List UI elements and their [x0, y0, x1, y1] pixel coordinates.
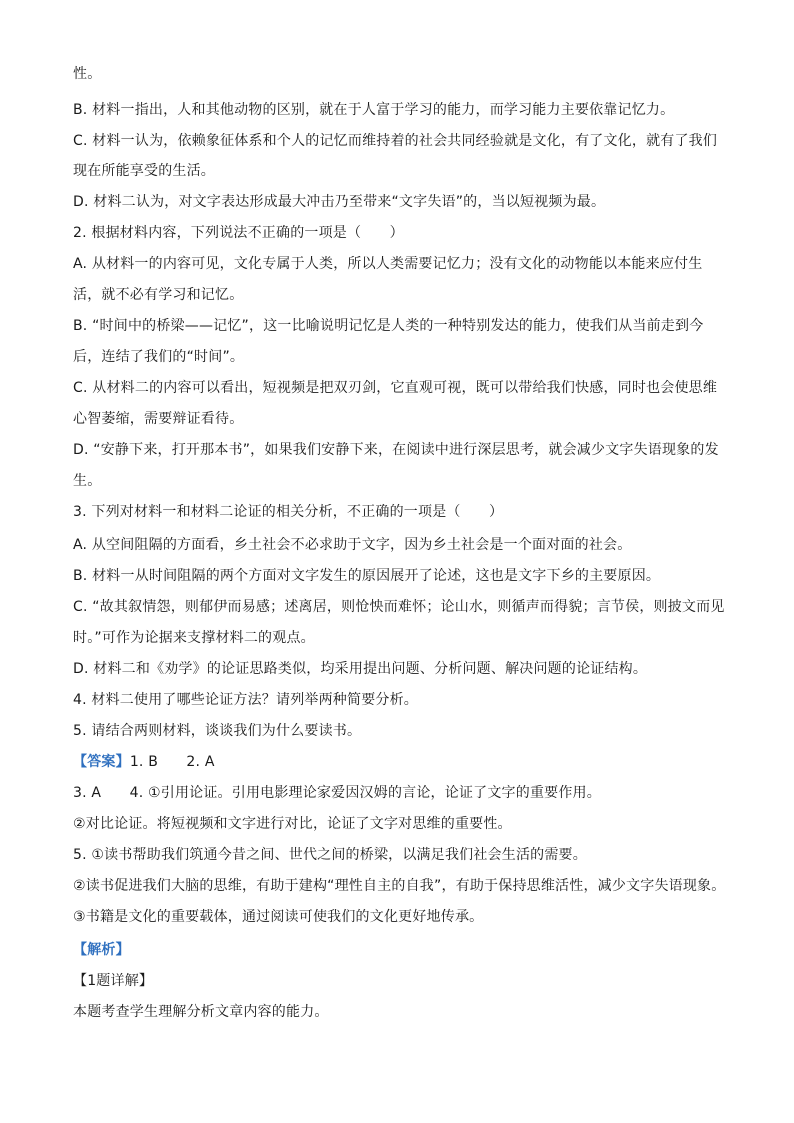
option-d-line: D. 材料二认为，对文字表达形成最大冲击乃至带来“文字失语”的，当以短视频为最。 — [73, 194, 606, 210]
option-c-line: C. 从材料二的内容可以看出，短视频是把双刃剑，它直观可视，既可以带给我们快感，同时也会使思维 — [73, 380, 718, 396]
text-line: 现在所能享受的生活。 — [73, 163, 215, 179]
option-c-line: C. “故其叙情怨，则郁伊而易感；述离居，则怆怏而难怀；论山水，则循声而得貌；言节侯，则披文而见 — [73, 599, 725, 615]
text-line: 后，连结了我们的“时间”。 — [73, 349, 245, 365]
answer-text: 1. B 2. A — [129, 754, 215, 770]
analysis-text: 本题考查学生理解分析文章内容的能力。 — [73, 1004, 329, 1020]
option-d-line: D. “安静下来，打开那本书”，如果我们安静下来，在阅读中进行深层思考，就会减少文字失语现象的发 — [73, 442, 719, 458]
option-a-line: A. 从空间阻隔的方面看，乡土社会不必求助于文字，因为乡土社会是一个面对面的社会。 — [73, 537, 632, 553]
option-c-line: C. 材料一认为，依赖象征体系和个人的记忆而维持着的社会共同经验就是文化，有了文化，就有了我们 — [73, 133, 718, 149]
text-line: 时。”可作为论据来支撑材料二的观点。 — [73, 630, 315, 646]
option-d-line: D. 材料二和《劝学》的论证思路类似，均采用提出问题、分析问题、解决问题的论证结构。 — [73, 661, 648, 677]
answer-line: 3. A 4. ①引用论证。引用电影理论家爱因汉姆的言论，论证了文字的重要作用。 — [73, 785, 601, 801]
answer-line: ②对比论证。将短视频和文字进行对比，论证了文字对思维的重要性。 — [73, 816, 512, 832]
answer-label: 【答案】 — [73, 754, 130, 770]
question-2: 2. 根据材料内容，下列说法不正确的一项是（ ） — [73, 225, 404, 241]
answer-line: 5. ①读书帮助我们筑通今昔之间、世代之间的桥梁，以满足我们社会生活的需要。 — [73, 847, 587, 863]
option-a-line: A. 从材料一的内容可见，文化专属于人类，所以人类需要记忆力；没有文化的动物能以本能来应付生 — [73, 256, 703, 272]
question-5: 5. 请结合两则材料，谈谈我们为什么要读书。 — [73, 723, 362, 739]
answer-line: ②读书促进我们大脑的思维，有助于建构“理性自主的自我”，有助于保持思维活性，减少文字失语现象。 — [73, 878, 726, 894]
option-b-line: B. 材料一指出，人和其他动物的区别，就在于人富于学习的能力，而学习能力主要依靠记忆力。 — [73, 102, 675, 118]
question-3: 3. 下列对材料一和材料二论证的相关分析，不正确的一项是（ ） — [73, 504, 504, 520]
answer-line — [73, 752, 215, 772]
question-4: 4. 材料二使用了哪些论证方法？请列举两种简要分析。 — [73, 692, 419, 708]
analysis-label: 【解析】 — [73, 942, 130, 958]
answer-line: ③书籍是文化的重要载体，通过阅读可使我们的文化更好地传承。 — [73, 909, 484, 925]
text-line: 心智萎缩，需要辩证看待。 — [73, 411, 244, 427]
option-b-line: B. “时间中的桥梁——记忆”，这一比喻说明记忆是人类的一种特别发达的能力，使我们从当前走到今 — [73, 318, 704, 334]
text-line: 性。 — [73, 66, 102, 82]
option-b-line: B. 材料一从时间阻隔的两个方面对文字发生的原因展开了论述，这也是文字下乡的主要原因。 — [73, 568, 661, 584]
analysis-sub-label: 【1题详解】 — [73, 973, 154, 989]
text-line: 生。 — [73, 473, 102, 489]
text-line: 活，就不必有学习和记忆。 — [73, 287, 244, 303]
